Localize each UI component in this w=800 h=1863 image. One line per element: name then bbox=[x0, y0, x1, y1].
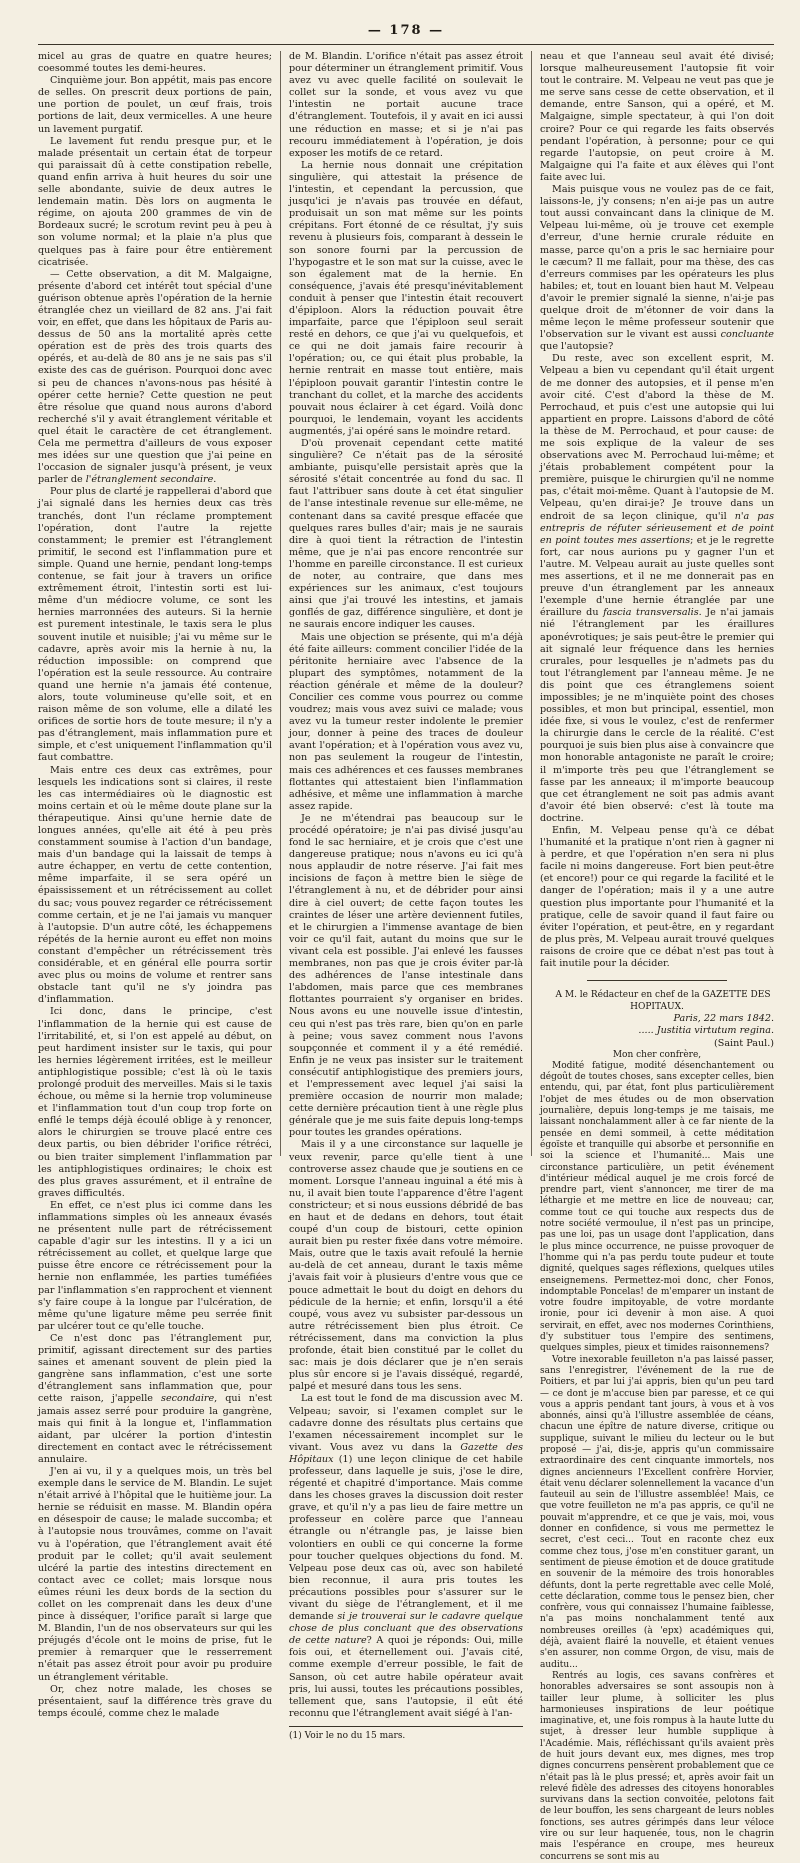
text-run: ? A quoi je réponds: Oui, mille fois oui, et éternellement oui. J'avais cité, comme exemple d'erreur possible, le fait de Sanson, où cet autre habile opérateur avait pris, lui aussi, toutes les précautions possibles, tellement que, sans l'autopsie, il eût été reconnu que l'étranglement avait siégé à l'an- bbox=[289, 1635, 523, 1719]
column-1 bbox=[38, 51, 272, 1719]
text-run: — Cette observation, a dit M. Malgaigne, présente d'abord cet intérêt tout spécial d'une guérison obtenue après l'opération de la hernie étranglée chez un vieillard de 82 ans. J'ai fait voir, en effet, que dans les hôpitaux de Paris au-dessus de 50 ans la mortalité après cette opération est de près des trois quarts des opérés, et au-delà de 80 ans je ne sais pas s'il existe des cas de guérison. Pourquoi donc avec si peu de chances n'avons-nous pas hésité à opérer cette hernie? Cette question ne peut être résolue que quand nous aurons d'abord recherché s'il y avait étranglement véritable et quel était le caractère de cet étranglement. Cela me permettra d'ailleurs de vous exposer mes idées sur une question que j'ai peine en l'occasion de signaler jusqu'à présent, je veux parler de bbox=[38, 268, 272, 486]
letter-epigraph-source: (Saint Paul.) bbox=[714, 1037, 774, 1049]
italic-run: Gazette des Hôpitaux bbox=[289, 1441, 524, 1465]
paragraph: neau et que l'anneau seul avait été divisé; lorsque malheureusement l'autopsie fit voir tout le contraire. M. Velpeau ne veut pas que je me serve sans cesse de cette observation, et il demande, entre Sanson, qui a opéré, et M. Malgaigne, simple spectateur, à qui l'on doit croire? Pour ce qui regarde les faits observés pendant l'opération, à personne; pour ce qui regarde l'autopsie, on peut croire à M. Malgaigne qui l'a faite et aux élèves qui l'ont faite avec lui. bbox=[540, 51, 774, 183]
paragraph: de M. Blandin. L'orifice n'était pas assez étroit pour déterminer un étranglement primitif. Vous avez vu avec quelle facilité on soulevait le collet sur la sonde, et vous avez vu que l'intestin ne portait aucune trace d'étranglement. Toutefois, il y avait en ici aussi une réduction en masse; et si je n'ai pas recouru immédiatement à l'opération, je dois exposer les motifs de ce retard. bbox=[289, 51, 523, 159]
paragraph: La hernie nous donnait une crépitation singulière, qui attestait la présence de l'intestin, et cependant la percussion, que jusqu'ici je n'avais pas trouvée en défaut, produisait un son mat même sur les points crépitans. Fort étonné de ce résultat, j'y suis revenu à plusieurs fois, comparant à dessein le son sonore fourni par la percussion de l'hypogastre et le son mat sur la cuisse, avec le son également mat de la hernie. En conséquence, j'avais été presqu'inévitablement conduit à penser que l'intestin était recouvert d'épiploon. Alors la réduction pouvait être imparfaite, parce que l'épiploon seul serait resté en dehors, ce que j'ai vu quelquefois, et ce qui ne doit jamais faire recourir à l'opération; ou, ce qui était plus probable, la hernie rentrait en masse tout entière, mais l'épiploon pouvait garantir l'intestin contre le tranchant du collet, et la marche des accidents pouvait nous éclairer à cet égard. Voilà donc pourquoi, le lendemain, voyant les accidents augmentés, j'ai opéré sans le moindre retard. bbox=[289, 159, 523, 437]
text-run: . Je n'ai jamais nié l'étranglement par les éraillures aponévrotiques; je sais peut-être le premier qui ait signalé leur fréquence dans les hernies crurales, pour lesquelles je n'admets pas du tout l'étranglement par l'anneau même. Je ne dis point que ces étranglemens soient impossibles; je ne m'inquiète point des choses possibles, et mon but principal, essentiel, mon idée fixe, si vous le voulez, c'est de renfermer la chirurgie dans le cercle de la réalité. C'est pourquoi je suis bien plus aise à convaincre que mon honorable antagoniste ne paraît le croire; il m'importe très peu que l'étranglement se fasse par les anneaux; il m'importe beaucoup que cet étranglement ne soit pas admis avant d'avoir été bien observé: c'est là toute ma doctrine. bbox=[540, 607, 774, 824]
header-rule bbox=[38, 44, 774, 45]
italic-run: n'a pas entrepris de réfuter sérieusement et de point en point toutes mes assertions bbox=[540, 510, 774, 546]
paragraph: Je ne m'étendrai pas beaucoup sur le procédé opératoire; je n'ai pas divisé jusqu'au fond le sac herniaire, et je crois que c'est une dangereuse pratique; nous n'avons eu ici qu'à nous applaudir de notre réserve. J'ai fait mes incisions de façon à mettre bien le siège de l'étranglement à nu, et de débrider pour ainsi dire à ciel ouvert; de cette façon toutes les craintes de léser une artère deviennent futiles, et le chirurgien a l'immense avantage de bien voir ce qu'il fait, autant du moins que sur le vivant cela est possible. J'ai enlevé les fausses membranes, non pas que je crois éviter par-là des adhérences de l'anse intestinale dans l'abdomen, mais parce que ces membranes flottantes pourraient s'y organiser en brides. Nous avons eu une nouvelle issue d'intestin, ceu qui n'est pas très rare, bien qu'on en parle à peine; vous savez comment nous l'avons soupçonnée et comment il y a été remédié. Enfin je ne veux pas insister sur le traitement consécutif antiphlogistique des premiers jours, et l'empressement avec lequel j'ai saisi la première occasion de nourrir mon malade; cette dernière précaution tient à une règle plus générale que je me suis faite depuis long-temps pour toutes les grandes opérations. bbox=[289, 812, 523, 1139]
letter-paragraph: Votre inexorable feuilleton n'a pas laissé passer, sans l'enregistrer, l'événement de la rue de Poitiers, et par lui j'ai appris, bien qu'un peu tard — ce dont je m'accuse bien par paresse, et ce qui vous a appris pendant tant jours, à vous et à vos abonnés, ainsi qu'à l'illustre assemblée de céans, chacun une épître de nature diverse, critique ou supplique, suivant le milieu du lecteur ou le but proposé — j'ai, dis-je, appris qu'un commissaire extraordinaire des cent cinquante immortels, nos dignes ancienneurs l'Excellent confrère Horvier, était venu déclarer solennellement la vacance d'un fauteuil au sein de l'illustre assemblée! Mais, ce que votre feuilleton ne m'a pas appris, ce qu'il ne pouvait m'apprendre, et ce que je vais, moi, vous donner en confidence, si vous me permettez le secret, c'est ceci... Tout en raconte chez eux comme chez tous, j'ose m'en constituer garant, un sentiment de pieuse émotion et de douce gratitude en souvenir de la mémoire des trois honorables défunts, dont la perte regrettable avec celle Molé, cette déclaration, comme tous le pensez bien, cher confrère, vous qui connaissez l'humaine faiblesse, n'a pas moins nonchalamment tenté aux nombreuses oreilles (à 'epx) académiques qui, déjà, avaient flairé la nouvelle, et étaient venues s'en assurer, non comme Orgon, de visu, mais de auditu... bbox=[540, 1354, 774, 1670]
italic-run: l'étranglement secondaire. bbox=[85, 474, 217, 486]
text-run: (1) une leçon clinique de cet habile professeur, dans laquelle je suis, j'ose le dire, régenté et chapitré d'importance. Mais comme dans les choses graves la discussion doit rester grave, et qu'il n'y a pas lieu de faire mettre un professeur en colère parce que l'anneau étrangle ou n'étrangle pas, je laisse bien volontiers en oubli ce qui concerne la forme pour toucher quelques objections du fond. M. Velpeau pose deux cas où, avec son habileté bien reconnue, il aura pris toutes les précautions possibles pour s'assurer sur le vivant du siège de l'étranglement, et il me demande bbox=[289, 1453, 523, 1623]
paragraph: Pour plus de clarté je rappellerai d'abord que j'ai signalé dans les hernies deux cas très tranchés, dont l'un réclame promptement l'opération, dont l'autre la rejette constamment; le premier est l'étranglement primitif, le second est l'inflammation pure et simple. Quand une hernie, pendant long-temps contenue, se fait jour à travers un orifice extrêmement étroit, l'intestin sorti est lui-même d'un médiocre volume, ce sont les hernies marronnées des auteurs. Si la hernie est purement intestinale, le taxis sera le plus souvent inutile et nuisible; j'ai vu même sur le cadavre, après avoir mis la hernie à nu, la réduction impossible: on comprend que l'opération est la seule ressource. Au contraire quand une hernie n'a jamais été contenue, alors, toute volumineuse qu'elle soit, et en raison même de son volume, elle a dilaté les orifices de sortie hors de toute mesure; il n'y a pas d'étranglement, mais inflammation pure et simple, et c'est uniquement l'inflammation qu'il faut combattre. bbox=[38, 486, 272, 764]
paragraph: Mais il y a une circonstance sur laquelle je veux revenir, parce qu'elle tient à une controverse assez chaude que je soutiens en ce moment. Lorsque l'anneau inguinal a été mis à nu, il avait bien toute l'apparence d'être l'agent constricteur; et si nous eussions débridé de bas en haut et de dedans en dehors, tout était coupé d'un coup de bistouri, cette opinion aurait bien pu rester fixée dans votre mémoire. Mais, outre que le taxis avait refoulé la hernie au-delà de cet anneau, durant le taxis même j'avais fait voir à plusieurs d'entre vous que ce pouce admettait le bout du doigt en dehors du pédicule de la hernie; et enfin, lorsqu'il a été coupé, vous avez vu subsister par-dessous un autre rétrécissement bien plus étroit. Ce rétrécissement, dans ma conviction la plus profonde, était bien constitué par le collet du sac: mais je dois déclarer que je n'en serais plus sûr encore si je l'avais disséqué, regardé, palpé et mesuré dans tous les sens. bbox=[289, 1139, 523, 1393]
letter-epigraph: ..... Justitia virtutum regina. bbox=[638, 1025, 774, 1037]
text-run: La est tout le fond de ma discussion avec M. Velpeau; savoir, si l'examen complet sur le cadavre donne des résultats plus certains que l'examen nécessairement incomplet sur le vivant. Vous avez vu dans la bbox=[289, 1393, 523, 1453]
footnote: (1) Voir le no du 15 mars. bbox=[289, 1726, 523, 1742]
paragraph bbox=[540, 184, 774, 353]
italic-run: fascia transversalis bbox=[603, 607, 699, 619]
paragraph: En effet, ce n'est plus ici comme dans les inflammations simples où les anneaux évasés ne présentent nulle part de rétrécissement capable d'agir sur les intestins. Il y a ici un rétrécissement au collet, et quelque large que puisse être encore ce rétrécissement pour la hernie non enflammée, les parties tuméfiées par l'inflammation s'en rapprochent et viennent s'y faire coupe à la longue par l'ulcération, de même qu'une ligature même peu serrée finit par ulcérer tout ce qu'elle touche. bbox=[38, 1199, 272, 1332]
paragraph: D'où provenait cependant cette matité singulière? Ce n'était pas de la sérosité ambiante, puisqu'elle persistait après que la sérosité s'était concentrée au fond du sac. Il faut l'attribuer sans doute à cet état singulier de l'anse intestinale revenue sur elle-même, ne contenant dans sa cavité presque effacée que quelques rares bulles d'air; mais je ne saurais dire à quoi tient la rétraction de l'intestin même, que je n'ai pas encore rencontrée sur l'homme en pareille circonstance. Il est curieux de noter, au contraire, que dans mes expériences sur les animaux, c'est toujours ainsi que j'ai trouvé les intestins, et jamais gonflés de gaz, différence singulière, et dont je ne saurais encore indiquer les causes. bbox=[289, 438, 523, 631]
letter-dateline: Paris, 22 mars 1842. bbox=[673, 1013, 774, 1025]
letter-paragraph: Modité fatigue, modité désenchantement ou dégoût de toutes choses, sans excepter celles, bien entendu, qui, par état, font plus particulièrement l'objet de mes études ou de mon observation journalière, depuis long-temps je me taisais, me laissant nonchalamment aller à ce far niente de la pensée en demi sommeil, à cette méditation égoïste et tranquille qui absorbe et personnifie en soi la science et l'humanité... Mais une circonstance particulière, un petit événement d'intérieur médical auquel je me crois forcé de prendre part, vient s'annoncer, me tirer de ma léthargie et me mettre en lice de nouveau; car, comme tout ce qui touche aux respects dus de notre société vermoulue, il n'est pas un principe, pas une loi, pas un usage dont l'application, dans le plus mince occurrence, ne puisse provoquer de l'homme qui n'a pas perdu toute pudeur et toute dignité, quelques sages réflexions, quelques utiles enseignemens. Permettez-moi donc, cher Fonos, indomptable Poncelas! de m'emparer un instant de votre foudre impitoyable, de votre mordante ironie, pour ici devenir à mon aise. A quoi servirait, en effet, avec nos modernes Corinthiens, d'y substituer tous l'empire des sentimens, quelques simples, pieux et timides raisonnemens? bbox=[540, 1060, 774, 1354]
italic-run: concluante bbox=[720, 329, 774, 341]
paragraph bbox=[540, 353, 774, 825]
paragraph bbox=[38, 269, 272, 487]
page-number: — 178 — bbox=[367, 23, 445, 38]
paragraph bbox=[289, 1393, 523, 1720]
paragraph: J'en ai vu, il y a quelques mois, un très bel exemple dans le service de M. Blandin. Le sujet n'était arrivé à l'hôpital que le huitième jour. La hernie se réduisit en masse. M. Blandin opéra en désespoir de cause; le malade succomba; et à l'autopsie nous trouvâmes, comme on l'avait vu à l'opération, que l'étranglement avait été produit par le collet; qu'il avait seulement ulcéré la partie des intestins directement en contact avec ce collet; mais lorsque nous eûmes réuni les deux bords de la section du collet on les comprenait dans les deux d'une pince à disséquer, l'orifice paraît si large que M. Blandin, l'un de nos observateurs sur qui les préjugés d'école ont le moins de prise, fut le premier à remarquer que le resserrement n'était pas assez étroit pour avoir pu produire un étranglement véritable. bbox=[38, 1465, 272, 1683]
letter-paragraph: Rentrés au logis, ces savans confrères et honorables adversaires se sont assoupis non à tailler leur plume, à solliciter les plus harmonieuses inspirations de leur poétique imaginative, et, une fois rompus à la haute lutte du sujet, à dresser leur humble supplique à l'Académie. Mais, réfléchissant qu'ils avaient près de huit jours devant eux, mes dignes, mes trop dignes concurrens pensèrent probablement que ce n'était pas là le plus pressé; et, après avoir fait un relevé fidèle des adresses des citoyens honorables survivans dans la section convoitée, pelotons fait de leur bouffon, les sens chargeant de leurs nobles fonctions, ses autres gérimpés dans leur véloce vire ou sur leur haquenée, tous, non le chagrin mais l'espérance en croupe, mes heureux concurrens se sont mis au bbox=[540, 1670, 774, 1862]
paragraph: Ici donc, dans le principe, c'est l'inflammation de la hernie qui est cause de l'irritabilité, et, si l'on est appelé au début, on peut hardiment insister sur le taxis, qui pour les hernies légèrement irritées, est le meilleur antiphlogistique possible; c'est là où le taxis prolongé produit des merveilles. Mais si le taxis échoue, ou même si la hernie trop volumineuse et l'inflammation tout d'un coup trop forte on enflé le temps déjà écoulé oblige à y renoncer, alors le chirurgien se trouve placé entre ces deux partis, ou bien débrider l'orifice rétréci, ou bien traiter simplement l'inflammation par les antiphlogistiques ordinaires; le choix est des plus graves assurément, et il entraîne de graves difficultés. bbox=[38, 1006, 272, 1199]
column-2 bbox=[280, 51, 524, 1741]
paragraph: Mais entre ces deux cas extrêmes, pour lesquels les indications sont si claires, il reste les cas intermédiaires où le diagnostic est moins certain et où le même doute plane sur la thérapeutique. Ainsi qu'une hernie date de longues années, qu'elle ait été à peu près constamment soumise à l'action d'un bandage, mais d'un bandage qui la laissait de temps à autre échapper, en vertu de cette contention, même imparfaite, il se sera opéré un épaississement et un rétrécissement au collet du sac; vous pouvez regarder ce rétrécissement comme certain, et je ne l'ai jamais vu manquer à l'autopsie. D'un autre côté, les échappemens répétés de la hernie auront eu effet non moins constant d'empêcher un rétrécissement très considérable, et en général elle pourra sortir avec plus ou moins de volume et rentrer sans obstacle tant qu'il ne s'y joindra pas d'inflammation. bbox=[38, 764, 272, 1006]
letter-salutation: Mon cher confrère, bbox=[612, 1049, 702, 1060]
paragraph: Enfin, M. Velpeau pense qu'à ce débat l'humanité et la pratique n'ont rien à gagner ni à perdre, et que l'opération n'en sera ni plus facile ni moins dangereuse. Fort bien peut-être (et encore!) pour ce qui regarde la facilité et le danger de l'opération; mais il y a une autre question plus importante pour l'humanité et la pratique, celle de savoir quand il faut faire ou éviter l'opération, et peut-être, en y regardant de plus près, M. Velpeau aurait trouvé quelques raisons de croire que ce débat n'est pas tout à fait inutile pour la décider. bbox=[540, 825, 774, 970]
paragraph: Or, chez notre malade, les choses se présentaient, sauf la différence très grave du temps écoulé, comme chez le malade bbox=[38, 1683, 272, 1719]
text-run: Mais puisque vous ne voulez pas de ce fait, laissons-le, j'y consens; n'en ai-je pas un autre tout aussi convaincant dans la clinique de M. Velpeau lui-même, où je trouve cet exemple d'erreur, d'une hernie crurale réduite en masse, parce qu'on a pris le sac herniaire pour le cæcum? Il me fallait, pour ma thèse, des cas d'erreurs commises par les opérateurs les plus habiles; et, tout en louant bien haut M. Velpeau d'avoir le premier signalé la sienne, n'ai-je pas quelque droit de m'étonner de voir dans la même leçon le même professeur soutenir que l'observation sur le vivant est aussi bbox=[540, 184, 774, 341]
text-run: ; et je le regrette fort, car nous aurions pu y gagner l'un et l'autre. M. Velpeau aurait au juste quelles sont mes assertions, et il ne me donnerait pas en preuve d'un étranglement par les anneaux l'exemple d'une hernie étranglée par une éraillure du bbox=[540, 534, 774, 619]
text-run: , qui n'est jamais assez serré pour produire la gangrène, mais qui finit à la longue et, l'inflammation aidant, par ulcérer la portion d'intestin directement en contact avec le rétrécissement annulaire. bbox=[38, 1393, 272, 1465]
paragraph: Cinquième jour. Bon appétit, mais pas encore de selles. On prescrit deux portions de pain, une portion de poulet, un œuf frais, trois portions de lait, deux vermicelles. A une heure un lavement purgatif. bbox=[38, 75, 272, 135]
text-run: Ce n'est donc pas l'étranglement pur, primitif, agissant directement sur des parties saines et amenant souvent de plein pied la gangrène sans inflammation, c'est une sorte d'étranglement sans inflammation que, pour cette raison, j'appelle bbox=[38, 1332, 272, 1405]
letter-header: A M. le Rédacteur en chef de la GAZETTE DES HOPITAUX. bbox=[555, 990, 771, 1013]
section-separator bbox=[587, 980, 727, 981]
italic-run: secondaire bbox=[161, 1393, 215, 1405]
italic-run: si je trouverai sur le cadavre quelque chose de plus concluant que des observations de cette nature bbox=[289, 1611, 523, 1647]
paragraph bbox=[38, 1333, 272, 1466]
paragraph: micel au gras de quatre en quatre heures; coesommé toutes les demi-heures. bbox=[38, 51, 272, 75]
column-3 bbox=[531, 51, 774, 1862]
column-container bbox=[38, 51, 774, 1862]
paragraph: Le lavement fut rendu presque pur, et le malade présentait un certain état de torpeur qui paraissait dû à cette constipation rebelle, quand enfin arriva à huit heures du soir une selle abondante, suivie de deux autres le lendemain matin. Dès lors on augmenta le régime, on ajouta 200 grammes de vin de Bordeaux sucré; le scrotum revint peu à peu à son volume normal; et la plaie n'a plus que quelques pas à faire pour être entièrement cicatrisée. bbox=[38, 135, 272, 268]
paragraph: Mais une objection se présente, qui m'a déjà été faite ailleurs: comment concilier l'idée de la péritonite herniaire avec l'absence de la plupart des symptômes, notamment de la réaction générale et même de la douleur? Concilier ces comme vous pourrez ou comme voudrez; mais vous avez suivi ce malade; vous avez vu la tumeur rester indolente le premier jour, donner à peine des traces de douleur avant l'opération; et à l'opération vous avez vu, non pas seulement la rougeur de l'intestin, mais ces adhérences et ces fausses membranes flottantes qui attestaient bien l'inflammation adhésive, et même une inflammation à marche assez rapide. bbox=[289, 631, 523, 812]
text-run: Du reste, avec son excellent esprit, M. Velpeau a bien vu cependant qu'il était urgent de me donner des autopsies, et il pense m'en avoir cité. C'est d'abord la thèse de M. Perrochaud, et puis c'est une autopsie qui lui appartient en propre. Laissons d'abord de côté la thèse de M. Perrochaud, et pour cause: de me sois explique de la valeur de ses observations avec M. Perrochaud lui-même; et j'étais probablement compétent pour la première, puisque le chirurgien qu'il ne nomme pas, c'était moi-même. Quant à l'autopsie de M. Velpeau, qu'en dirai-je? Je trouve dans un endroit de sa leçon clinique, qu'il bbox=[540, 353, 774, 522]
text-run: que l'autopsie? bbox=[540, 341, 614, 353]
